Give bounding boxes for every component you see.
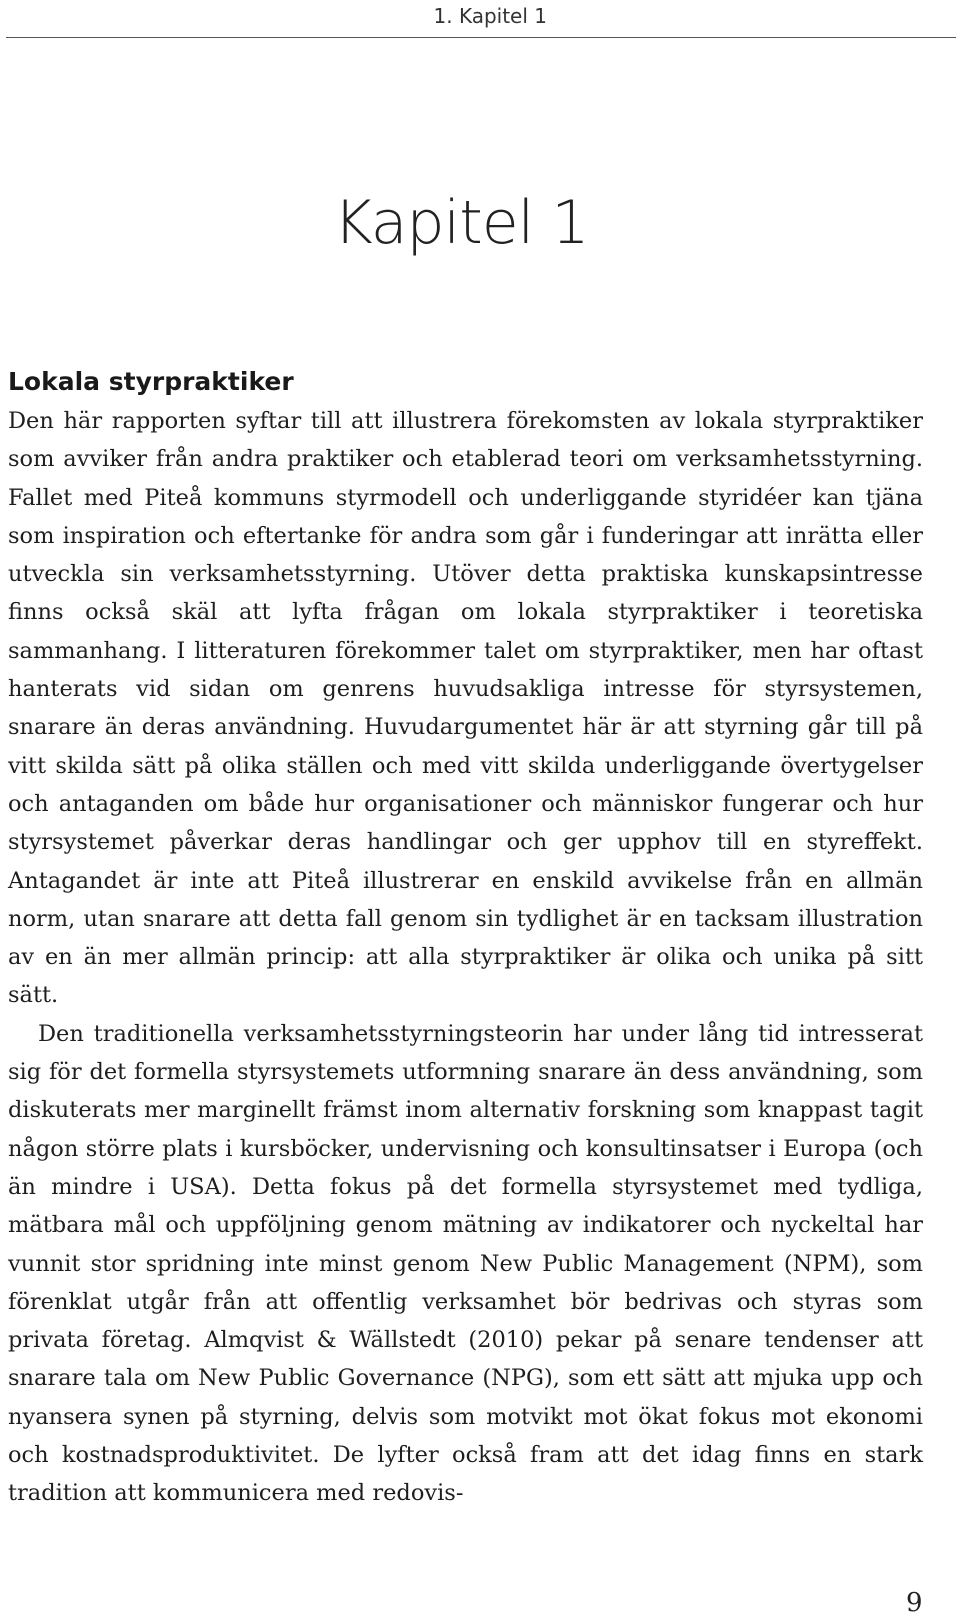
paragraph: Den här rapporten syftar till att illustrera förekomsten av lokala styrpraktiker som avviker från andra praktiker och etablerad teori om verksamhetsstyrning. Fallet med Piteå kommuns styrmodell och underliggande styridéer kan tjäna som inspiration och eftertanke för andra som går i funderingar att inrätta eller utveckla sin verksamhetsstyrning. Utöver detta praktiska kunskapsintresse finns också skäl att lyfta frågan om lokala styrpraktiker i teoretiska sammanhang. I litteraturen förekommer talet om styrpraktiker, men har oftast hanterats vid sidan om genrens huvudsakliga intresse för styrsystemen, snarare än deras användning. Huvudargumentet här är att styrning går till på vitt skilda sätt på olika ställen och med vitt skilda underliggande övertygelser och antaganden om både hur organisationer och människor fungerar och hur styrsystemet påverkar deras handlingar och ger upphov till en styreffekt. Antagandet är inte att Piteå illustrerar en enskild avvikelse från en allmän norm, utan snarare att detta fall genom sin tydlighet är en tacksam illustration av en än mer allmän princip: att alla styrpraktiker är olika och unika på sitt sätt. xyxy=(8,408,923,1009)
running-header: 1. Kapitel 1 xyxy=(433,4,547,28)
header-divider xyxy=(6,37,956,38)
paragraph: Den traditionella verksamhetsstyrningsteorin har under lång tid intresserat sig för det formella styrsystemets utformning snarare än dess användning, som diskuterats mer marginellt främst inom alternativ forskning som knappast tagit någon större plats i kursböcker, undervisning och konsultinsatser i Europa (och än mindre i USA). Detta fokus på det formella styrsystemet med tydliga, mätbara mål och uppföljning genom mätning av indikatorer och nyckeltal har vunnit stor spridning inte minst genom New Public Management (NPM), som förenklat utgår från att offentlig verksamhet bör bedrivas och styras som privata företag. Almqvist & Wällstedt (2010) pekar på senare tendenser att snarare tala om New Public Governance (NPG), som ett sätt att mjuka upp och nyansera synen på styrning, delvis som motvikt mot ökat fokus mot ekonomi och kostnadsproduktivitet. De lyfter också fram att det idag finns en stark tradition att kommunicera med redovis- xyxy=(8,1020,923,1507)
page-number: 9 xyxy=(906,1588,923,1618)
section-heading: Lokala styrpraktiker xyxy=(8,367,294,396)
body-text xyxy=(8,402,923,1513)
chapter-title: Kapitel 1 xyxy=(333,188,589,258)
